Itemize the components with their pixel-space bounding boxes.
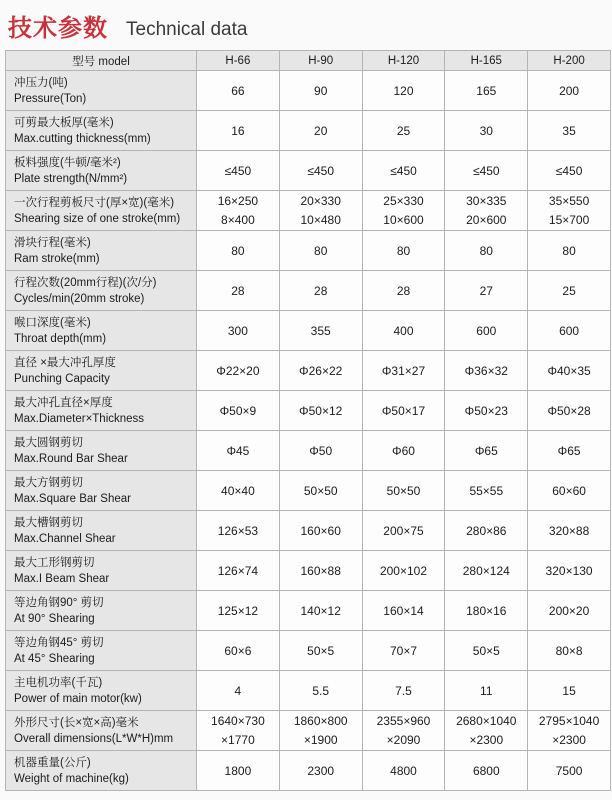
spec-value: 10×480 — [300, 213, 341, 227]
spec-label-cell — [6, 351, 197, 391]
spec-value-cell — [279, 271, 362, 311]
spec-value-cell — [528, 271, 611, 311]
spec-label-english: Shearing size of one stroke(mm) — [14, 212, 181, 225]
spec-value-cell — [197, 271, 280, 311]
spec-value: 25 — [396, 123, 411, 138]
spec-value-cell — [197, 191, 280, 231]
table-row — [6, 191, 611, 231]
spec-value: 2355×960 — [376, 714, 431, 728]
table-body — [6, 71, 611, 791]
spec-value-cell — [197, 431, 280, 471]
spec-value-cell — [362, 631, 445, 671]
table-row — [6, 591, 611, 631]
spec-label-cell — [6, 591, 197, 631]
table-row — [6, 71, 611, 111]
technical-data-table — [5, 50, 611, 791]
spec-label-english: Max.Square Bar Shear — [14, 492, 131, 505]
spec-value-cell — [362, 311, 445, 351]
spec-label-chinese: 冲压力(吨) — [14, 76, 68, 89]
spec-value-cell — [528, 391, 611, 431]
spec-value-cell — [197, 391, 280, 431]
spec-value: 10×600 — [383, 213, 424, 227]
spec-value-cell — [279, 351, 362, 391]
spec-label-chinese: 最大圆钢剪切 — [14, 436, 83, 449]
spec-value-cell — [279, 231, 362, 271]
spec-label-chinese: 等边角钢45° 剪切 — [14, 636, 104, 649]
spec-value-cell — [362, 351, 445, 391]
spec-value: 280×124 — [462, 563, 510, 578]
spec-value-cell — [528, 151, 611, 191]
spec-label-cell — [6, 551, 197, 591]
spec-value: ×1900 — [303, 733, 338, 747]
spec-value-cell — [528, 631, 611, 671]
spec-value: ×2300 — [552, 733, 586, 747]
spec-value: 80 — [231, 243, 245, 258]
spec-value: ≤450 — [472, 163, 500, 178]
spec-value: ×2300 — [469, 733, 504, 747]
spec-value: Φ50×23 — [464, 403, 508, 418]
spec-value: 4800 — [390, 763, 417, 778]
spec-value: 355 — [310, 323, 331, 338]
spec-value: Φ26×22 — [299, 363, 343, 378]
spec-label-english: At 90° Shearing — [14, 612, 95, 625]
spec-value: 50×50 — [303, 483, 338, 498]
spec-value-cell — [445, 391, 528, 431]
spec-label-chinese: 主电机功率(千瓦) — [14, 676, 103, 689]
spec-value-cell — [528, 111, 611, 151]
spec-value: 11 — [480, 683, 493, 698]
spec-value: Φ50×12 — [299, 403, 343, 418]
spec-value: 320×130 — [545, 563, 593, 578]
spec-value: 40×40 — [221, 483, 255, 498]
table-row — [6, 551, 611, 591]
spec-label-cell — [6, 231, 197, 271]
spec-label-chinese: 最大工形钢剪切 — [14, 556, 95, 569]
spec-label-english: Ram stroke(mm) — [14, 252, 100, 265]
spec-value-cell — [362, 591, 445, 631]
spec-value: ≤450 — [390, 163, 417, 178]
spec-value-cell — [362, 111, 445, 151]
spec-label-chinese: 最大槽钢剪切 — [14, 516, 83, 529]
spec-value-cell — [362, 71, 445, 111]
spec-label-chinese: 行程次数(20mm行程)(次/分) — [14, 276, 157, 289]
spec-value-cell — [197, 751, 280, 791]
spec-value: 15 — [562, 683, 576, 698]
spec-value-cell — [445, 591, 528, 631]
page-header — [8, 9, 247, 43]
table-row — [6, 671, 611, 711]
spec-value: 35×550 — [548, 194, 590, 208]
spec-value-cell — [197, 551, 280, 591]
spec-label-english: Punching Capacity — [14, 372, 110, 385]
spec-label-cell — [6, 631, 197, 671]
table-header-row — [6, 51, 611, 71]
spec-value: 28 — [314, 283, 328, 298]
spec-label-cell — [6, 471, 197, 511]
spec-value: Φ50×28 — [547, 403, 591, 418]
spec-value-cell — [197, 591, 280, 631]
spec-value: ≤450 — [307, 163, 334, 178]
table-row — [6, 151, 611, 191]
spec-value-cell — [445, 751, 528, 791]
spec-label-chinese: 板料强度(牛顿/毫米²) — [14, 156, 121, 169]
spec-value-cell — [279, 471, 362, 511]
spec-label-cell — [6, 311, 197, 351]
spec-value: Φ50×17 — [381, 403, 426, 418]
spec-value: 7500 — [555, 763, 583, 778]
spec-value: 160×14 — [383, 603, 424, 618]
table-row — [6, 311, 611, 351]
table-row — [6, 511, 611, 551]
spec-label-english: Pressure(Ton) — [14, 92, 87, 105]
spec-value: ×1770 — [221, 733, 255, 747]
spec-value: 126×53 — [217, 523, 259, 538]
spec-value-cell — [197, 111, 280, 151]
spec-value-cell — [445, 191, 528, 231]
spec-label-cell — [6, 111, 197, 151]
spec-value: 25 — [562, 283, 576, 298]
spec-value: 1640×730 — [211, 714, 265, 728]
spec-value: 30 — [479, 123, 493, 138]
model-column-header: H-120 — [362, 51, 445, 71]
spec-label-chinese: 等边角钢90° 剪切 — [14, 596, 104, 609]
model-column-header: H-90 — [279, 51, 362, 71]
spec-value-cell — [197, 711, 280, 751]
spec-value-cell — [528, 751, 611, 791]
spec-value-cell — [528, 511, 611, 551]
spec-value-cell — [197, 671, 280, 711]
spec-label-chinese: 机器重量(公斤) — [14, 756, 91, 769]
spec-value: 15×700 — [548, 213, 590, 227]
spec-value: ×2090 — [386, 733, 421, 747]
table-row — [6, 751, 611, 791]
model-column-header: H-165 — [445, 51, 528, 71]
spec-value-cell — [279, 751, 362, 791]
spec-value-cell — [197, 471, 280, 511]
spec-value-cell — [528, 551, 611, 591]
spec-value: ≤450 — [224, 163, 252, 178]
spec-value-cell — [279, 551, 362, 591]
spec-value-cell — [445, 551, 528, 591]
spec-label-cell — [6, 71, 197, 111]
spec-value-cell — [362, 191, 445, 231]
spec-label-chinese: 滑块行程(毫米) — [14, 236, 91, 249]
spec-value-cell — [528, 71, 611, 111]
spec-value: 300 — [227, 323, 248, 338]
spec-value-cell — [279, 311, 362, 351]
spec-value: 70×7 — [389, 643, 417, 658]
spec-value: Φ40×35 — [547, 363, 591, 378]
spec-value-cell — [528, 471, 611, 511]
table-row — [6, 231, 611, 271]
spec-value: 200×20 — [548, 603, 590, 618]
spec-value: 28 — [396, 283, 411, 298]
spec-value: Φ65 — [474, 443, 498, 458]
table-row — [6, 471, 611, 511]
spec-value-cell — [362, 511, 445, 551]
spec-value-cell — [445, 231, 528, 271]
spec-value: 80 — [314, 243, 328, 258]
spec-value: 200 — [559, 83, 580, 98]
spec-value: 140×12 — [300, 603, 341, 618]
spec-value-cell — [445, 471, 528, 511]
spec-value: 1800 — [224, 763, 252, 778]
spec-value-cell — [528, 191, 611, 231]
spec-label-english: Overall dimensions(L*W*H)mm — [14, 732, 174, 745]
spec-label-english: Cycles/min(20mm stroke) — [14, 292, 145, 305]
spec-value-cell — [445, 271, 528, 311]
spec-value: 50×5 — [307, 643, 335, 658]
spec-value-cell — [362, 671, 445, 711]
spec-label-english: Max.Diameter×Thickness — [14, 412, 145, 425]
spec-value: 50×50 — [386, 483, 421, 498]
spec-value-cell — [528, 711, 611, 751]
spec-value: Φ50 — [309, 443, 333, 458]
model-column-header: H-200 — [528, 51, 611, 71]
spec-value-cell — [197, 231, 280, 271]
spec-value-cell — [279, 711, 362, 751]
spec-value: 8×400 — [221, 213, 255, 227]
spec-value: 60×6 — [224, 643, 252, 658]
spec-value-cell — [528, 311, 611, 351]
spec-value: Φ50×9 — [219, 403, 257, 418]
spec-value: 60×60 — [552, 483, 586, 498]
spec-value: 1860×800 — [293, 714, 348, 728]
table-row — [6, 351, 611, 391]
spec-label-english: Max.Round Bar Shear — [14, 452, 128, 465]
spec-value: 5.5 — [312, 683, 330, 698]
spec-label-chinese: 外形尺寸(长×宽×高)毫米 — [14, 716, 139, 729]
spec-value-cell — [197, 311, 280, 351]
spec-value-cell — [197, 151, 280, 191]
spec-label-chinese: 一次行程剪板尺寸(厚×宽)(毫米) — [14, 196, 175, 209]
spec-value: 600 — [559, 323, 580, 338]
table-row — [6, 431, 611, 471]
spec-label-english: Max.cutting thickness(mm) — [14, 132, 151, 145]
spec-value: 126×74 — [217, 563, 259, 578]
spec-value-cell — [279, 671, 362, 711]
spec-value: 80 — [479, 243, 493, 258]
spec-value: 55×55 — [469, 483, 504, 498]
spec-value: 200×102 — [379, 563, 428, 578]
spec-value-cell — [528, 231, 611, 271]
table-row — [6, 111, 611, 151]
spec-label-cell — [6, 271, 197, 311]
page-title-english: Technical data — [126, 19, 248, 40]
spec-value-cell — [362, 271, 445, 311]
spec-value-cell — [279, 71, 362, 111]
spec-value-cell — [279, 391, 362, 431]
spec-value: Φ45 — [226, 443, 250, 458]
spec-value-cell — [362, 431, 445, 471]
spec-value-cell — [279, 191, 362, 231]
spec-value: 66 — [231, 83, 245, 98]
spec-value: 400 — [393, 323, 414, 338]
spec-value: Φ22×20 — [216, 363, 260, 378]
table-row — [6, 711, 611, 751]
table-row — [6, 271, 611, 311]
model-column-header: H-66 — [197, 51, 280, 71]
spec-value: 120 — [393, 83, 414, 98]
spec-value: 165 — [476, 83, 497, 98]
spec-value-cell — [197, 351, 280, 391]
spec-value-cell — [445, 711, 528, 751]
model-header-cell: 型号 model — [6, 51, 197, 71]
spec-label-chinese: 直径 ×最大冲孔厚度 — [14, 356, 116, 369]
spec-value-cell — [362, 391, 445, 431]
spec-value-cell — [279, 511, 362, 551]
spec-value-cell — [362, 711, 445, 751]
spec-value-cell — [197, 631, 280, 671]
spec-value: 27 — [479, 283, 493, 298]
spec-value: 80×8 — [555, 643, 583, 658]
spec-value: 200×75 — [383, 523, 424, 538]
spec-label-cell — [6, 391, 197, 431]
spec-value: 20×600 — [466, 213, 507, 227]
spec-value-cell — [445, 351, 528, 391]
spec-value: Φ31×27 — [381, 363, 426, 378]
spec-value: ≤450 — [555, 163, 583, 178]
spec-value-cell — [197, 71, 280, 111]
spec-value-cell — [528, 591, 611, 631]
spec-value: 6800 — [472, 763, 500, 778]
spec-label-cell — [6, 191, 197, 231]
spec-value-cell — [445, 431, 528, 471]
spec-value: 2795×1040 — [538, 714, 600, 728]
spec-value: 2300 — [307, 763, 335, 778]
spec-value-cell — [528, 431, 611, 471]
spec-value: 50×5 — [472, 643, 500, 658]
spec-value: 20×330 — [300, 194, 341, 208]
spec-value-cell — [445, 631, 528, 671]
spec-value: 125×12 — [217, 603, 259, 618]
spec-value: 35 — [562, 123, 576, 138]
spec-value-cell — [362, 231, 445, 271]
spec-value-cell — [362, 551, 445, 591]
spec-value: 160×88 — [300, 563, 341, 578]
spec-label-english: Plate strength(N/mm²) — [14, 172, 128, 185]
spec-value: 25×330 — [383, 194, 424, 208]
spec-label-chinese: 喉口深度(毫米) — [14, 316, 91, 329]
table-row — [6, 391, 611, 431]
spec-value-cell — [197, 511, 280, 551]
spec-value: 160×60 — [300, 523, 341, 538]
spec-label-english: Throat depth(mm) — [14, 332, 107, 345]
spec-value: 280×86 — [466, 523, 507, 538]
spec-value-cell — [445, 71, 528, 111]
spec-label-english: Max.Channel Shear — [14, 532, 116, 545]
spec-value: Φ36×32 — [464, 363, 508, 378]
spec-label-cell — [6, 151, 197, 191]
spec-value: 80 — [562, 243, 576, 258]
spec-value: 16 — [231, 123, 245, 138]
spec-label-chinese: 可剪最大板厚(毫米) — [14, 116, 114, 129]
spec-label-english: Max.I Beam Shear — [14, 572, 110, 585]
spec-value: 80 — [396, 243, 411, 258]
spec-value-cell — [362, 151, 445, 191]
spec-value: 7.5 — [395, 683, 412, 698]
table-row — [6, 631, 611, 671]
spec-value-cell — [445, 151, 528, 191]
spec-label-cell — [6, 431, 197, 471]
spec-value: 16×250 — [217, 194, 259, 208]
spec-value: 2680×1040 — [456, 714, 517, 728]
spec-label-chinese: 最大方钢剪切 — [14, 476, 83, 489]
spec-label-chinese: 最大冲孔直径×厚度 — [14, 396, 113, 409]
spec-value-cell — [445, 511, 528, 551]
spec-value: 180×16 — [466, 603, 507, 618]
spec-value: 20 — [314, 123, 328, 138]
spec-value-cell — [445, 671, 528, 711]
spec-value-cell — [279, 111, 362, 151]
spec-value-cell — [445, 311, 528, 351]
spec-label-cell — [6, 671, 197, 711]
spec-value: Φ65 — [557, 443, 581, 458]
spec-label-english: Power of main motor(kw) — [14, 692, 142, 705]
spec-label-english: Weight of machine(kg) — [14, 772, 129, 785]
spec-value-cell — [279, 631, 362, 671]
spec-label-english: At 45° Shearing — [14, 652, 95, 665]
spec-value-cell — [279, 151, 362, 191]
spec-value: 28 — [231, 283, 245, 298]
spec-label-cell — [6, 711, 197, 751]
spec-value-cell — [279, 591, 362, 631]
spec-value-cell — [362, 751, 445, 791]
spec-value: 4 — [234, 683, 242, 698]
spec-value-cell — [528, 351, 611, 391]
spec-value-cell — [445, 111, 528, 151]
page-title-chinese: 技术参数 — [8, 15, 108, 42]
spec-value: 90 — [314, 83, 328, 98]
spec-value-cell — [528, 671, 611, 711]
spec-value-cell — [279, 431, 362, 471]
spec-value-cell — [362, 471, 445, 511]
spec-value: 600 — [476, 323, 497, 338]
spec-value: 320×88 — [548, 523, 590, 538]
spec-value: 30×335 — [466, 194, 507, 208]
spec-label-cell — [6, 751, 197, 791]
spec-value: Φ60 — [392, 443, 415, 458]
spec-label-cell — [6, 511, 197, 551]
